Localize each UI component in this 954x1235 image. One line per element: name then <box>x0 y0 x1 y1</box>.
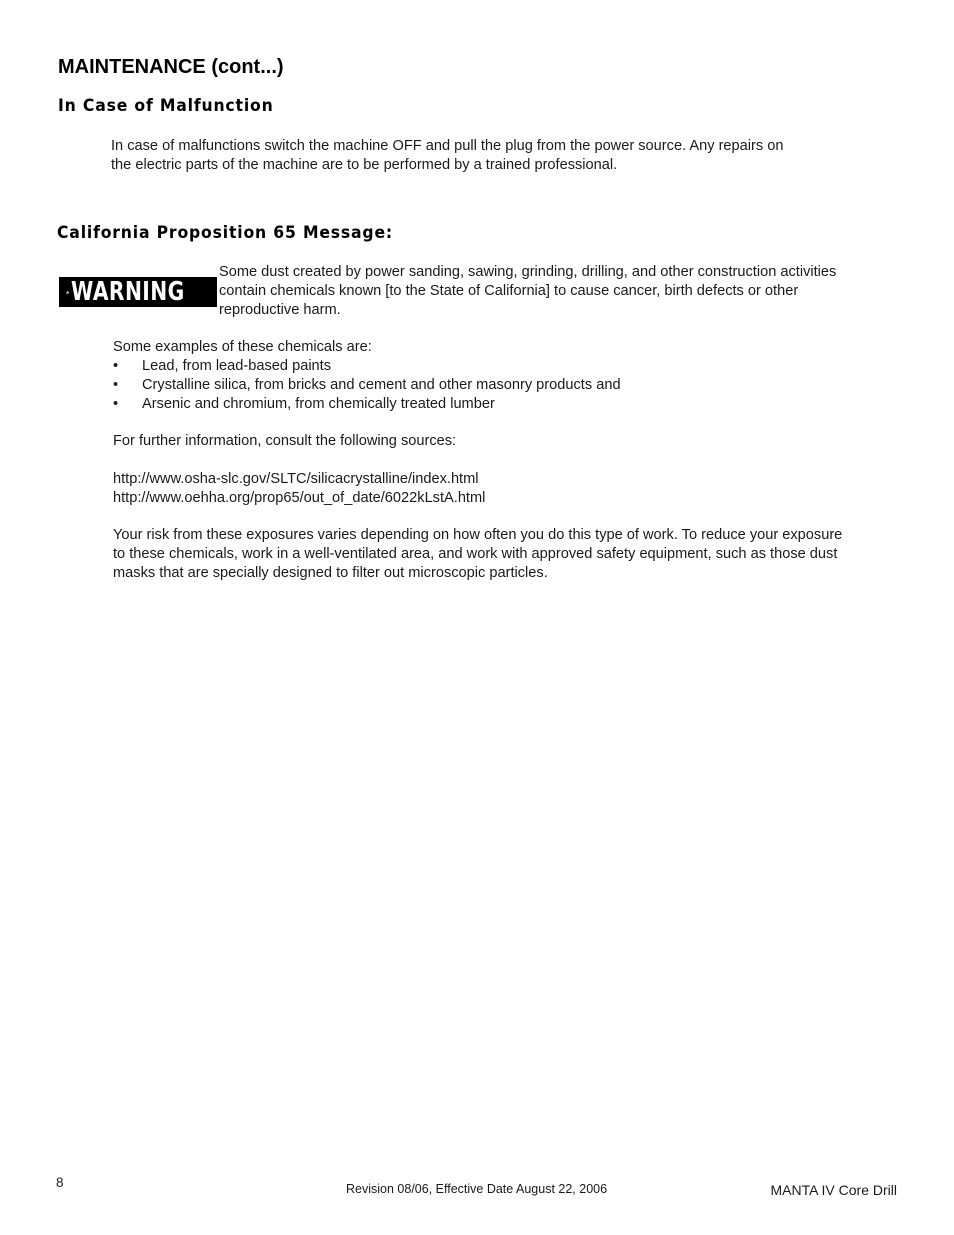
warning-badge <box>59 277 217 307</box>
warning-line: reproductive harm. <box>219 301 341 318</box>
prop65-heading: California Proposition 65 Message: <box>57 223 393 243</box>
risk-line: masks that are specially designed to filter out microscopic particles. <box>113 564 548 581</box>
malfunction-line: the electric parts of the machine are to be performed by a trained professional. <box>111 156 618 173</box>
malfunction-paragraph <box>111 137 871 175</box>
risk-paragraph <box>113 526 913 582</box>
warning-line: contain chemicals known [to the State of California] to cause cancer, birth defects or other <box>219 282 799 299</box>
list-item <box>113 395 621 414</box>
warning-paragraph <box>219 263 909 319</box>
warning-label: WARNING <box>71 277 185 307</box>
bullet-icon: • <box>113 395 119 412</box>
malfunction-heading: In Case of Malfunction <box>58 96 274 116</box>
page-title: MAINTENANCE (cont...) <box>58 56 284 78</box>
further-info-text: For further information, consult the following sources: <box>113 433 457 449</box>
list-item-text: Lead, from lead-based paints <box>142 358 332 374</box>
product-name: MANTA IV Core Drill <box>770 1182 897 1198</box>
warning-triangle-icon <box>66 281 69 303</box>
source-url-oehha: http://www.oehha.org/prop65/out_of_date/6022kLstA.html <box>113 489 486 506</box>
warning-line: Some dust created by power sanding, sawing, grinding, drilling, and other construction activities <box>219 264 837 280</box>
source-url-osha: http://www.osha-slc.gov/SLTC/silicacrystalline/index.html <box>113 471 479 487</box>
page-number: 8 <box>56 1175 64 1190</box>
list-item-text: Crystalline silica, from bricks and cement and other masonry products and <box>142 376 621 393</box>
malfunction-line: In case of malfunctions switch the machine OFF and pull the plug from the power source. Any repairs on <box>111 138 784 154</box>
list-item-text: Arsenic and chromium, from chemically treated lumber <box>142 395 495 412</box>
chemical-examples-list <box>113 357 621 413</box>
bullet-icon: • <box>113 358 119 374</box>
source-urls <box>113 470 485 508</box>
list-item <box>113 357 621 376</box>
list-item <box>113 376 621 395</box>
revision-text: Revision 08/06, Effective Date August 22, 2006 <box>346 1182 608 1196</box>
bullet-icon: • <box>113 376 119 393</box>
risk-line: to these chemicals, work in a well-ventilated area, and work with approved safety equipment, such as those dust <box>113 545 838 562</box>
examples-intro: Some examples of these chemicals are: <box>113 339 372 355</box>
risk-line: Your risk from these exposures varies depending on how often you do this type of work. To reduce your exposure <box>113 527 843 543</box>
